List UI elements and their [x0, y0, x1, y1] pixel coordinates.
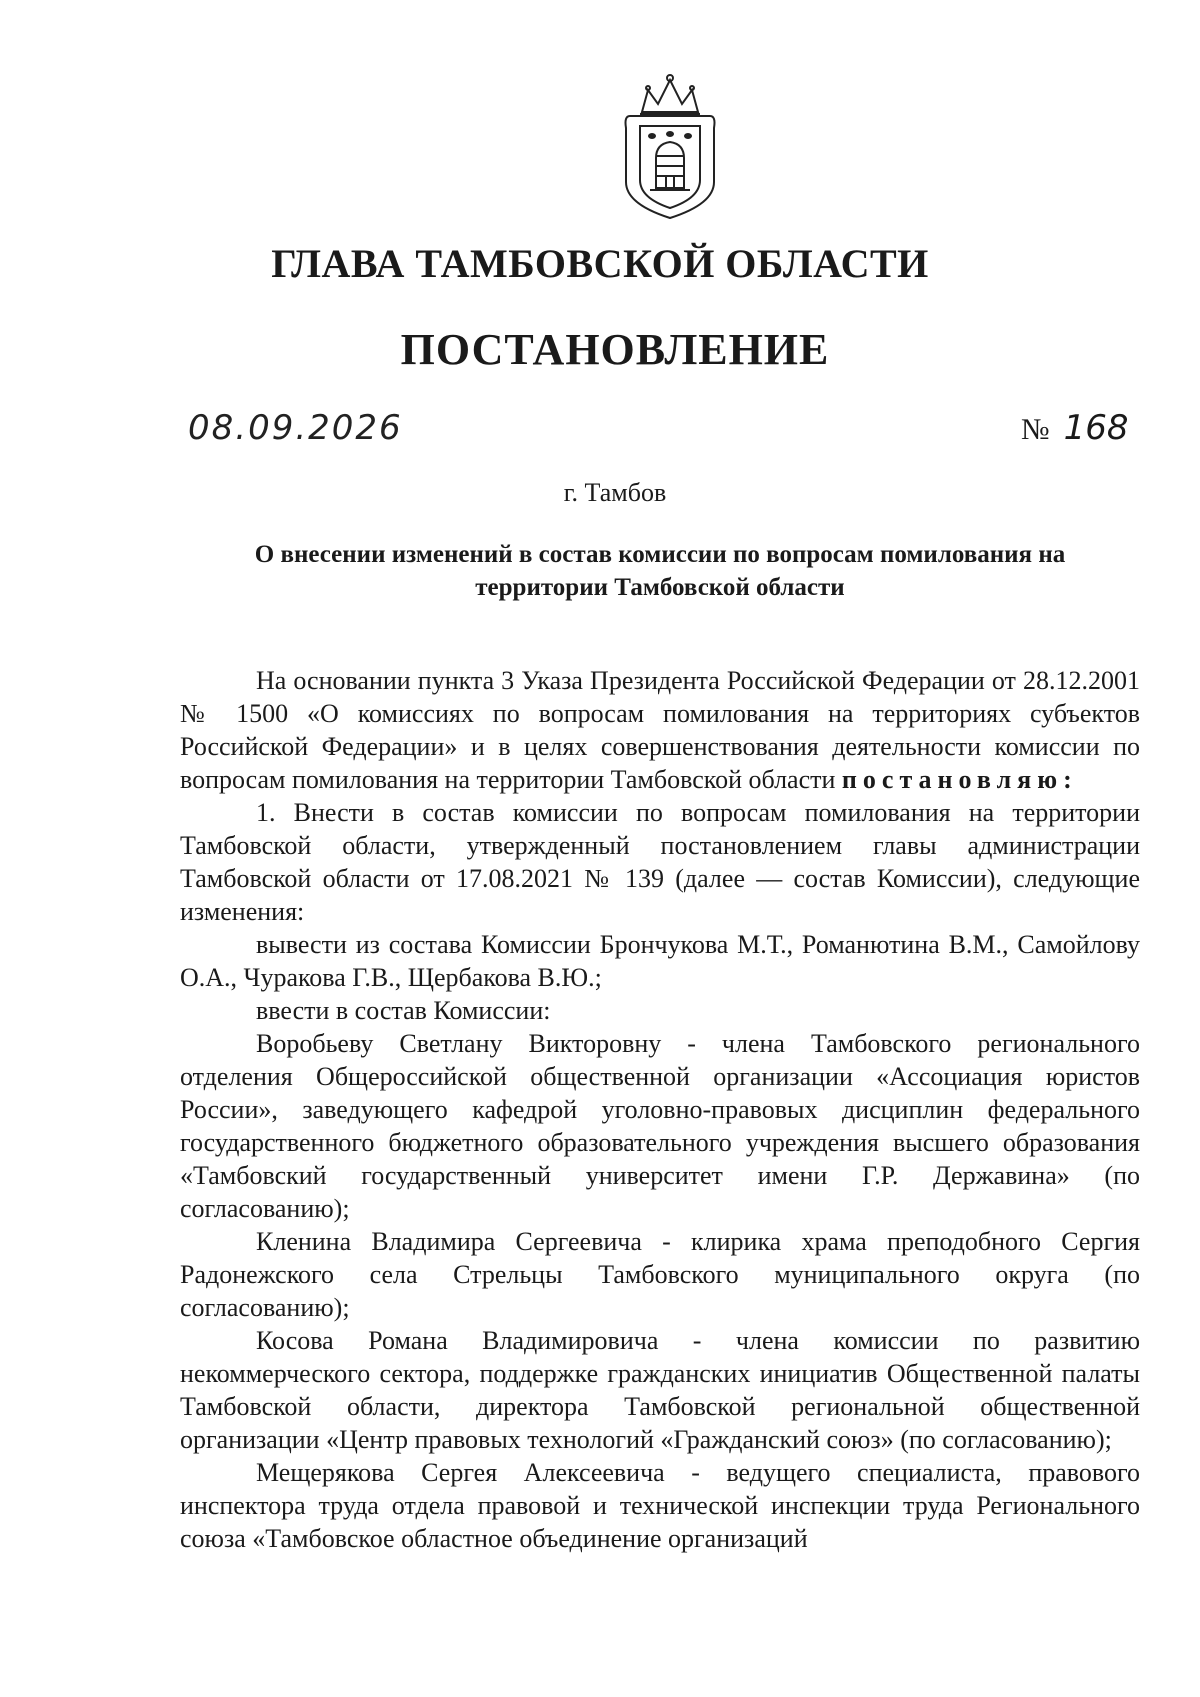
- member-meshcheryakov: Мещерякова Сергея Алексеевича - ведущего специалиста, правового инспектора труда отдела правовой и технической инспекции труда Регионального союза «Тамбовское областное объединение организаций: [180, 1458, 1140, 1553]
- member-klenin: Кленина Владимира Сергеевича - клирика храма преподобного Сергия Радонежского села Стрельцы Тамбовского муниципального округа (по согласованию);: [180, 1227, 1140, 1322]
- document-type-title: ПОСТАНОВЛЕНИЕ: [400, 325, 830, 374]
- document-subject: [180, 538, 1140, 604]
- basis-text: На основании пункта 3 Указа Президента Российской Федерации от 28.12.2001 № 1500 «О комиссиях по вопросам помилования на территориях субъектов Российской Федерации» и в целях совершенствования деятельности комиссии по вопросам помилования на территории Тамбовской области: [180, 666, 1140, 794]
- resolve-word: постановляю:: [841, 765, 1078, 794]
- paragraph-item-1: 1. Внести в состав комиссии по вопросам помилования на территории Тамбовской области, утвержденный постановлением главы администрации Тамбовской области от 17.08.2021 № 139 (далее — состав Комиссии), следующие изменения:: [180, 798, 1140, 926]
- subject-line-2: территории Тамбовской области: [475, 574, 845, 601]
- subject-line-1: О внесении изменений в состав комиссии по вопросам помилования на: [254, 541, 1066, 568]
- number-sign: №: [1021, 413, 1050, 446]
- handwritten-date: 08.09.2026: [188, 408, 403, 448]
- document-number: [1021, 408, 1129, 448]
- member-kosov: Косова Романа Владимировича - члена комиссии по развитию некоммерческого сектора, поддержке гражданских инициатив Общественной палаты Тамбовской области, директора Тамбовской региональной общественной организации «Центр правовых технологий «Гражданский союз» (по согласованию);: [180, 1326, 1140, 1454]
- paragraph-remove-members: вывести из состава Комиссии Брончукова М.Т., Романютина В.М., Самойлову О.А., Чуракова Г.В., Щербакова В.Ю.;: [180, 930, 1140, 992]
- paragraph-basis: [180, 664, 1140, 796]
- issuing-authority: ГЛАВА ТАМБОВСКОЙ ОБЛАСТИ: [271, 241, 929, 286]
- coat-of-arms-emblem: [620, 72, 720, 222]
- document-body: [180, 664, 1140, 1555]
- member-vorobyeva: Воробьеву Светлану Викторовну - члена Тамбовского регионального отделения Общероссийской общественной организации «Ассоциация юристов России», заведующего кафедрой уголовно-правовых дисциплин федерального государственного бюджетного образовательного учреждения высшего образования «Тамбовский государственный университет имени Г.Р. Державина» (по согласованию);: [180, 1029, 1140, 1223]
- city-name: г. Тамбов: [563, 478, 667, 507]
- handwritten-number: 168: [1063, 408, 1129, 448]
- paragraph-add-members: ввести в состав Комиссии:: [256, 996, 551, 1025]
